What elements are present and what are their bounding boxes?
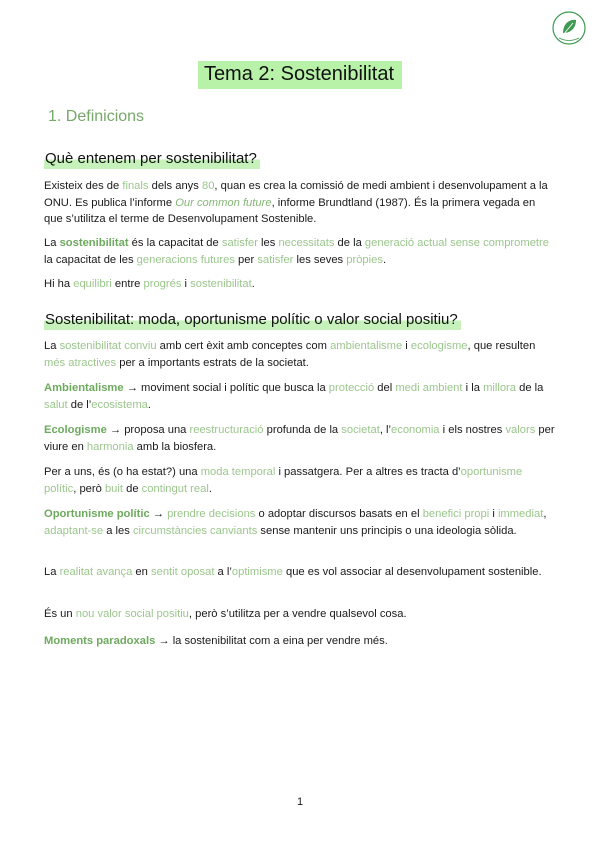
highlighted-term: satisfer [221,237,258,249]
text-run: en [132,566,151,578]
text-run: , que resulten [467,340,536,352]
highlighted-term: benefici propi [422,508,490,520]
text-run: La [44,237,60,249]
highlighted-term: moda temporal [200,466,276,478]
highlighted-term: finals [122,180,149,192]
paragraph [44,338,556,371]
highlighted-term: pròpies [346,253,383,266]
text-run: profunda de la [263,424,342,436]
text-run: per [234,253,258,266]
highlighted-term: nou valor social positiu [75,608,189,620]
highlighted-term: sostenibilitat [190,278,252,290]
paragraph [44,464,556,497]
paragraph [44,506,556,539]
text-run: sense mantenir uns principis o una ideologia sòlida. [257,524,517,537]
highlighted-term: buit [104,482,123,495]
text-run: les [257,237,279,249]
highlighted-term: prendre decisions [167,508,256,520]
paragraph [44,178,556,228]
highlighted-term: generacions futures [136,253,235,266]
subheading-1: Què entenem per sostenibilitat? [44,149,260,169]
text-run: amb cert èxit amb conceptes com [156,340,331,352]
text-run: i els nostres [439,424,506,436]
text-run: , però [73,482,105,495]
text-run: . [147,398,151,411]
key-term: Ecologisme [44,424,107,436]
text-run: És un [44,608,76,620]
text-run: La [44,566,60,578]
text-run: amb la biosfera. [133,440,217,453]
highlighted-term: valors [505,424,536,436]
highlighted-term: progrés [143,278,182,290]
text-run: → moviment social i polític que busca la [123,382,329,394]
report-title: Our common future [175,196,272,209]
paragraph [44,564,556,581]
text-run: , [543,508,547,520]
text-run: i [489,508,498,520]
text-run: de la [334,237,365,249]
highlighted-term: realitat avança [59,566,133,578]
paragraph [44,235,556,268]
highlighted-term: necessitats [278,237,335,249]
text-run: i la [462,382,484,394]
highlighted-term: protecció [328,382,375,394]
highlighted-term: immediat [497,508,544,520]
text-run: del [374,382,396,394]
section-heading: 1. Definicions [48,108,145,125]
highlighted-term: sentit oposat [151,566,215,578]
highlighted-term: salut [44,398,68,411]
text-run: . [251,278,255,290]
title-container [0,61,600,89]
key-term: Oportunisme polític [44,508,150,520]
text-run: és la capacitat de [128,237,222,249]
text-run: i [181,278,191,290]
text-run: i passatgera. Per a altres es tracta d’ [275,466,461,478]
highlighted-term: més atractives [44,356,117,369]
highlighted-term: optimisme [231,566,283,578]
text-run: , quan es crea la comissió de medi ambient i desenvolupament a la ONU. Es publica l’informe [44,180,548,209]
highlighted-term: adaptant-se [44,524,104,537]
text-run: a l’ [214,566,232,578]
text-run: la capacitat de les [44,253,137,266]
highlighted-term: societat [341,424,380,436]
text-run: → la sostenibilitat com a eina per vendre més. [155,635,388,647]
highlighted-term: sostenibilitat conviu [59,340,157,352]
highlighted-term: reestructuració [189,424,264,436]
key-term: Moments paradoxals [44,635,156,647]
text-run: les seves [293,253,347,266]
highlighted-term: ecologisme [410,340,468,352]
key-term: sostenibilitat [59,237,129,249]
text-run: i [402,340,411,352]
paragraph [44,380,556,413]
text-run: o adoptar discursos basats en el [255,508,423,520]
highlighted-term: ecosistema [91,398,148,411]
highlighted-term: ambientalisme [330,340,403,352]
paragraph [44,276,556,293]
text-run: de l’ [67,398,92,411]
subheading-2: Sostenibilitat: moda, oportunisme polític o valor social positiu? [44,310,461,330]
text-run: , informe Brundtland (1987). És la primera vegada en que s’utilitza el terme de Desenvolupament Sostenible. [44,196,536,225]
text-run: per a importants estrats de la societat. [116,356,309,369]
text-run: Existeix des de [44,180,123,192]
highlighted-term: equilibri [73,278,112,290]
highlighted-term: economia [391,424,440,436]
paragraph [44,422,556,455]
text-run: per viure en [44,424,555,453]
text-run: → proposa una [106,424,190,436]
highlighted-term: millora [483,382,517,394]
text-run: Per a uns, és (o ha estat?) una [44,466,201,478]
highlighted-term: harmonia [86,440,134,453]
text-run: de [123,482,142,495]
paragraph [44,633,556,650]
page-title: Tema 2: Sostenibilitat [198,61,402,89]
text-run: . [382,253,387,266]
highlighted-term: 80 [201,180,215,192]
text-run: , però s’utilitza per a vendre qualsevol cosa. [188,608,407,620]
text-run: La [44,340,60,352]
text-run: Hi ha [44,278,74,290]
text-run: → [149,508,168,520]
text-run: de la [516,382,544,394]
highlighted-term: satisfer [257,253,294,266]
text-run: a les [103,524,133,537]
key-term: Ambientalisme [44,382,124,394]
text-run: , l’ [379,424,392,436]
paragraph [44,606,556,623]
text-run: que es vol associar al desenvolupament sostenible. [282,566,542,578]
text-run: dels anys [148,180,202,192]
text-run: entre [111,278,144,290]
highlighted-term: oportunisme polític [44,466,523,495]
highlighted-term: circumstàncies canviants [132,524,258,537]
highlighted-term: generació actual sense comprometre [364,237,549,249]
page-number: 1 [296,796,304,808]
highlighted-term: contingut real [141,482,209,495]
text-run: . [208,482,212,495]
leaf-logo-icon [551,10,587,46]
highlighted-term: medi ambient [395,382,463,394]
